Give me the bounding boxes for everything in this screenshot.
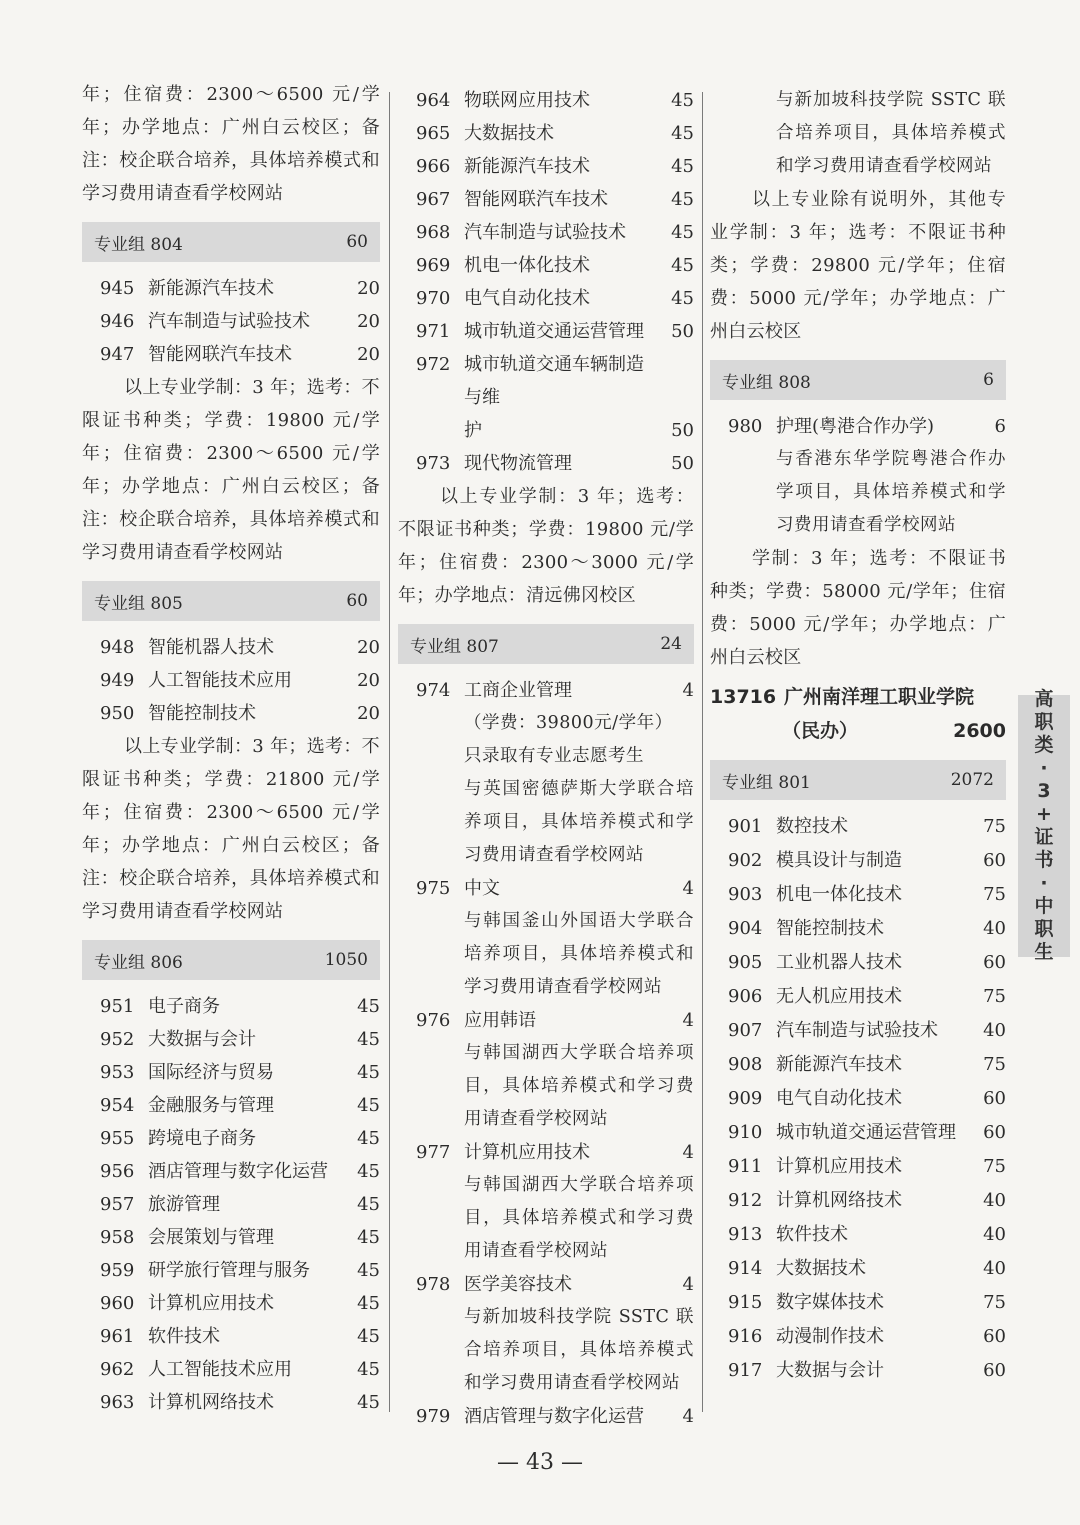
item-code: 916 bbox=[728, 1326, 763, 1347]
item-name: 中文 bbox=[464, 878, 500, 899]
item-code: 958 bbox=[100, 1227, 135, 1248]
item-name: 动漫制作技术 bbox=[776, 1326, 884, 1347]
item-name: 旅游管理 bbox=[148, 1194, 220, 1215]
item-code: 978 bbox=[416, 1274, 451, 1295]
list-item bbox=[398, 1268, 694, 1301]
item-count: 45 bbox=[357, 1194, 380, 1215]
group-header bbox=[710, 760, 1006, 800]
list-item bbox=[398, 1004, 694, 1037]
item-count: 75 bbox=[983, 986, 1006, 1007]
item-code: 903 bbox=[728, 884, 763, 905]
item-code: 955 bbox=[100, 1128, 135, 1149]
item-count: 60 bbox=[983, 1122, 1006, 1143]
item-code: 972 bbox=[416, 354, 451, 375]
item-count: 45 bbox=[357, 1392, 380, 1413]
group-count: 1050 bbox=[324, 950, 368, 970]
group-label: 专业组 801 bbox=[722, 772, 811, 793]
item-name: 智能网联汽车技术 bbox=[464, 189, 608, 210]
item-name: 电气自动化技术 bbox=[776, 1088, 902, 1109]
item-name: 人工智能技术应用 bbox=[148, 1359, 292, 1380]
side-tab-char: + bbox=[1036, 803, 1052, 825]
item-count: 45 bbox=[671, 123, 694, 144]
side-tab-char: 生 bbox=[1034, 941, 1054, 963]
item-name: 金融服务与管理 bbox=[148, 1095, 274, 1116]
item-name: 护 bbox=[464, 420, 482, 441]
group-label: 专业组 804 bbox=[94, 234, 183, 255]
group-count: 2072 bbox=[950, 770, 994, 790]
list-item bbox=[710, 410, 1006, 443]
side-tab-char: 职 bbox=[1034, 918, 1054, 940]
item-code: 964 bbox=[416, 90, 451, 111]
list-item bbox=[82, 1089, 380, 1122]
note-paragraph: 年；住宿费：2300～6500 元/学年；办学地点：广州白云校区；备注：校企联合培养，具体培养模式和学习费用请查看学校网站 bbox=[82, 84, 380, 204]
list-item bbox=[82, 272, 380, 305]
item-count: 4 bbox=[682, 1010, 694, 1031]
item-count: 60 bbox=[983, 952, 1006, 973]
item-count: 45 bbox=[671, 90, 694, 111]
list-item bbox=[710, 1014, 1006, 1048]
item-count: 20 bbox=[357, 637, 380, 658]
item-code: 905 bbox=[728, 952, 763, 973]
list-item bbox=[398, 348, 694, 414]
item-name: 城市轨道交通运营管理 bbox=[464, 321, 644, 342]
list-item bbox=[398, 249, 694, 282]
list-item bbox=[398, 117, 694, 150]
page-number: — 43 — bbox=[497, 1450, 583, 1475]
item-count: 45 bbox=[357, 1359, 380, 1380]
item-count: 40 bbox=[983, 1190, 1006, 1211]
column-divider-left bbox=[389, 92, 390, 1412]
item-name: 护理(粤港合作办学) bbox=[776, 416, 935, 437]
list-item bbox=[710, 878, 1006, 912]
item-code: 951 bbox=[100, 996, 135, 1017]
item-count: 45 bbox=[357, 1293, 380, 1314]
list-item bbox=[82, 1353, 380, 1386]
side-tab-char: 书 bbox=[1034, 849, 1054, 871]
group-header bbox=[398, 624, 694, 664]
item-code: 965 bbox=[416, 123, 451, 144]
item-name: 物联网应用技术 bbox=[464, 90, 590, 111]
item-code: 912 bbox=[728, 1190, 763, 1211]
list-item bbox=[82, 338, 380, 371]
item-code: 904 bbox=[728, 918, 763, 939]
item-code: 961 bbox=[100, 1326, 135, 1347]
item-count: 20 bbox=[357, 344, 380, 365]
list-item bbox=[398, 183, 694, 216]
group-count: 60 bbox=[346, 591, 368, 611]
list-item bbox=[398, 216, 694, 249]
list-item bbox=[398, 282, 694, 315]
item-note: 与英国密德萨斯大学联合培养项目，具体培养模式和学习费用请查看学校网站 bbox=[464, 779, 694, 865]
item-code: 913 bbox=[728, 1224, 763, 1245]
item-code: 976 bbox=[416, 1010, 451, 1031]
list-item bbox=[710, 844, 1006, 878]
item-count bbox=[654, 348, 694, 414]
item-name: 计算机应用技术 bbox=[464, 1142, 590, 1163]
item-count: 75 bbox=[983, 1054, 1006, 1075]
group-header bbox=[82, 940, 380, 980]
list-item bbox=[710, 1082, 1006, 1116]
item-code: 902 bbox=[728, 850, 763, 871]
list-item bbox=[710, 912, 1006, 946]
school-type: （民办） bbox=[782, 720, 859, 742]
item-count: 50 bbox=[671, 420, 694, 441]
school-header bbox=[710, 680, 1006, 748]
item-count: 60 bbox=[983, 1088, 1006, 1109]
list-item bbox=[398, 447, 694, 480]
list-item bbox=[82, 1221, 380, 1254]
side-tab-char: 证 bbox=[1034, 826, 1054, 848]
side-tab-char: 职 bbox=[1034, 711, 1054, 733]
item-name: 大数据技术 bbox=[464, 123, 554, 144]
item-code: 980 bbox=[728, 416, 763, 437]
list-item bbox=[82, 1254, 380, 1287]
note-paragraph: 以上专业学制：3 年；选考：不限证书种类；学费：19800 元/学年；住宿费：2300～3000 元/学年；办学地点：清远佛冈校区 bbox=[398, 486, 694, 606]
item-name: 新能源汽车技术 bbox=[776, 1054, 902, 1075]
item-name: 大数据与会计 bbox=[776, 1360, 884, 1381]
item-code: 979 bbox=[416, 1406, 451, 1427]
item-code: 948 bbox=[100, 637, 135, 658]
item-name: 应用韩语 bbox=[464, 1010, 536, 1031]
item-note: 与韩国釜山外国语大学联合培养项目，具体培养模式和学习费用请查看学校网站 bbox=[464, 911, 694, 997]
item-name: 大数据技术 bbox=[776, 1258, 866, 1279]
group-label: 专业组 808 bbox=[722, 372, 811, 393]
item-name: 工业机器人技术 bbox=[776, 952, 902, 973]
column-middle bbox=[398, 78, 694, 1433]
item-name: 新能源汽车技术 bbox=[148, 278, 274, 299]
list-item bbox=[710, 1320, 1006, 1354]
group-header bbox=[82, 581, 380, 621]
item-name: 汽车制造与试验技术 bbox=[148, 311, 310, 332]
item-count: 20 bbox=[357, 278, 380, 299]
item-note: （学费：39800元/学年） bbox=[464, 713, 673, 733]
item-name: 研学旅行管理与服务 bbox=[148, 1260, 310, 1281]
column-right bbox=[710, 78, 1006, 1388]
item-name: 城市轨道交通运营管理 bbox=[776, 1122, 956, 1143]
item-name: 数字媒体技术 bbox=[776, 1292, 884, 1313]
list-item bbox=[82, 1056, 380, 1089]
item-code: 967 bbox=[416, 189, 451, 210]
list-item bbox=[710, 1048, 1006, 1082]
list-item bbox=[710, 1286, 1006, 1320]
side-tab-char: 中 bbox=[1034, 895, 1054, 917]
school-line bbox=[710, 714, 1006, 748]
item-code: 945 bbox=[100, 278, 135, 299]
item-count: 45 bbox=[357, 1095, 380, 1116]
item-count: 40 bbox=[983, 1224, 1006, 1245]
item-name: 汽车制造与试验技术 bbox=[464, 222, 626, 243]
item-code: 963 bbox=[100, 1392, 135, 1413]
item-code: 953 bbox=[100, 1062, 135, 1083]
school-code: 13716 bbox=[710, 686, 777, 708]
item-code: 957 bbox=[100, 1194, 135, 1215]
item-note: 与韩国湖西大学联合培养项目，具体培养模式和学习费用请查看学校网站 bbox=[464, 1175, 694, 1261]
item-name: 医学美容技术 bbox=[464, 1274, 572, 1295]
item-count: 45 bbox=[357, 1062, 380, 1083]
school-name: 广州南洋理工职业学院 bbox=[784, 686, 975, 708]
item-code: 970 bbox=[416, 288, 451, 309]
group-header bbox=[82, 222, 380, 262]
list-item bbox=[82, 305, 380, 338]
group-header bbox=[710, 360, 1006, 400]
item-name: 机电一体化技术 bbox=[464, 255, 590, 276]
item-count: 45 bbox=[357, 1260, 380, 1281]
item-count: 45 bbox=[357, 996, 380, 1017]
item-name: 新能源汽车技术 bbox=[464, 156, 590, 177]
side-tab-char: · bbox=[1040, 872, 1048, 894]
note-paragraph: 以上专业学制：3 年；选考：不限证书种类；学费：19800 元/学年；住宿费：2300～6500 元/学年；办学地点：广州白云校区；备注：校企联合培养，具体培养模式和学习费用请查看学校网站 bbox=[82, 377, 380, 563]
list-item bbox=[82, 990, 380, 1023]
item-count: 50 bbox=[671, 453, 694, 474]
column-left bbox=[82, 78, 380, 1419]
item-code: 952 bbox=[100, 1029, 135, 1050]
list-item bbox=[710, 946, 1006, 980]
list-item bbox=[82, 1155, 380, 1188]
item-count: 6 bbox=[994, 416, 1006, 437]
item-code: 962 bbox=[100, 1359, 135, 1380]
item-name: 电气自动化技术 bbox=[464, 288, 590, 309]
item-name: 模具设计与制造 bbox=[776, 850, 902, 871]
item-name: 汽车制造与试验技术 bbox=[776, 1020, 938, 1041]
item-name: 酒店管理与数字化运营 bbox=[148, 1161, 328, 1182]
item-name: 酒店管理与数字化运营 bbox=[464, 1406, 644, 1427]
school-count: 2600 bbox=[953, 720, 1006, 742]
list-item bbox=[82, 697, 380, 730]
item-note: 与新加坡科技学院 SSTC 联合培养项目，具体培养模式和学习费用请查看学校网站 bbox=[464, 1307, 694, 1393]
item-code: 959 bbox=[100, 1260, 135, 1281]
item-count: 60 bbox=[983, 850, 1006, 871]
item-count: 4 bbox=[682, 1274, 694, 1295]
note-paragraph: 以上专业学制：3 年；选考：不限证书种类；学费：21800 元/学年；住宿费：2300～6500 元/学年；办学地点：广州白云校区；备注：校企联合培养，具体培养模式和学习费用请查看学校网站 bbox=[82, 736, 380, 922]
item-name: 智能控制技术 bbox=[148, 703, 256, 724]
item-name: 人工智能技术应用 bbox=[148, 670, 292, 691]
item-count: 45 bbox=[671, 156, 694, 177]
item-code: 917 bbox=[728, 1360, 763, 1381]
group-label: 专业组 806 bbox=[94, 952, 183, 973]
item-name: 机电一体化技术 bbox=[776, 884, 902, 905]
list-item bbox=[82, 1122, 380, 1155]
item-count: 4 bbox=[682, 1406, 694, 1427]
item-count: 4 bbox=[682, 878, 694, 899]
item-count: 20 bbox=[357, 703, 380, 724]
item-count: 4 bbox=[682, 680, 694, 701]
item-count: 20 bbox=[357, 670, 380, 691]
list-item bbox=[710, 1184, 1006, 1218]
item-count: 45 bbox=[357, 1326, 380, 1347]
item-count: 45 bbox=[671, 189, 694, 210]
item-code: 907 bbox=[728, 1020, 763, 1041]
item-count: 75 bbox=[983, 884, 1006, 905]
item-code: 950 bbox=[100, 703, 135, 724]
list-item bbox=[710, 1116, 1006, 1150]
item-count: 40 bbox=[983, 1258, 1006, 1279]
item-count: 45 bbox=[357, 1161, 380, 1182]
item-note: 与韩国湖西大学联合培养项目，具体培养模式和学习费用请查看学校网站 bbox=[464, 1043, 694, 1129]
item-code: 947 bbox=[100, 344, 135, 365]
item-name: 国际经济与贸易 bbox=[148, 1062, 274, 1083]
item-count: 50 bbox=[671, 321, 694, 342]
side-tab-char: · bbox=[1040, 757, 1048, 779]
item-code: 911 bbox=[728, 1156, 763, 1177]
item-count: 45 bbox=[357, 1128, 380, 1149]
list-item bbox=[398, 1136, 694, 1169]
item-count: 20 bbox=[357, 311, 380, 332]
item-count: 45 bbox=[671, 222, 694, 243]
item-count: 40 bbox=[983, 1020, 1006, 1041]
item-code: 975 bbox=[416, 878, 451, 899]
list-item bbox=[82, 1386, 380, 1419]
item-code: 908 bbox=[728, 1054, 763, 1075]
item-count: 45 bbox=[357, 1029, 380, 1050]
item-name: 软件技术 bbox=[776, 1224, 848, 1245]
item-count: 75 bbox=[983, 816, 1006, 837]
item-code: 901 bbox=[728, 816, 763, 837]
item-name: 大数据与会计 bbox=[148, 1029, 256, 1050]
item-code: 909 bbox=[728, 1088, 763, 1109]
list-item bbox=[710, 1150, 1006, 1184]
list-item bbox=[398, 674, 694, 707]
list-item bbox=[398, 84, 694, 117]
item-code: 969 bbox=[416, 255, 451, 276]
list-item bbox=[710, 1218, 1006, 1252]
item-count: 45 bbox=[357, 1227, 380, 1248]
item-note: 只录取有专业志愿考生 bbox=[464, 746, 644, 766]
list-item bbox=[710, 1354, 1006, 1388]
list-item bbox=[398, 414, 694, 447]
side-tab-char: 类 bbox=[1034, 734, 1054, 756]
item-code bbox=[398, 414, 464, 447]
list-item bbox=[82, 1287, 380, 1320]
group-count: 24 bbox=[660, 634, 682, 654]
item-code: 914 bbox=[728, 1258, 763, 1279]
item-name: 计算机应用技术 bbox=[776, 1156, 902, 1177]
column-divider-right bbox=[702, 92, 703, 1412]
item-code: 915 bbox=[728, 1292, 763, 1313]
list-item bbox=[82, 1023, 380, 1056]
list-item bbox=[398, 1400, 694, 1433]
list-item bbox=[710, 1252, 1006, 1286]
note-paragraph: 以上专业除有说明外，其他专业学制：3 年；选考：不限证书种类；学费：29800 元/学年；住宿费：5000 元/学年；办学地点：广州白云校区 bbox=[710, 189, 1006, 342]
item-name: 计算机网络技术 bbox=[148, 1392, 274, 1413]
side-category-tab bbox=[1018, 688, 1070, 963]
item-code: 974 bbox=[416, 680, 451, 701]
item-name: 会展策划与管理 bbox=[148, 1227, 274, 1248]
item-name: 智能网联汽车技术 bbox=[148, 344, 292, 365]
item-name: 工商企业管理 bbox=[464, 680, 572, 701]
list-item bbox=[398, 872, 694, 905]
item-code: 968 bbox=[416, 222, 451, 243]
item-name: 电子商务 bbox=[148, 996, 220, 1017]
item-code: 910 bbox=[728, 1122, 763, 1143]
item-count: 4 bbox=[682, 1142, 694, 1163]
side-tab-char: 3 bbox=[1037, 780, 1051, 802]
item-code: 954 bbox=[100, 1095, 135, 1116]
item-code: 977 bbox=[416, 1142, 451, 1163]
item-name: 现代物流管理 bbox=[464, 453, 572, 474]
item-name: 智能机器人技术 bbox=[148, 637, 274, 658]
item-code: 973 bbox=[416, 453, 451, 474]
item-count: 75 bbox=[983, 1156, 1006, 1177]
item-count: 60 bbox=[983, 1326, 1006, 1347]
item-count: 75 bbox=[983, 1292, 1006, 1313]
item-count: 40 bbox=[983, 918, 1006, 939]
list-item bbox=[82, 1320, 380, 1353]
note-paragraph: 学制：3 年；选考：不限证书种类；学费：58000 元/学年；住宿费：5000 元/学年；办学地点：广州白云校区 bbox=[710, 548, 1006, 668]
list-item bbox=[710, 810, 1006, 844]
item-name: 数控技术 bbox=[776, 816, 848, 837]
group-count: 60 bbox=[346, 232, 368, 252]
item-name: 无人机应用技术 bbox=[776, 986, 902, 1007]
item-note: 与新加坡科技学院 SSTC 联合培养项目，具体培养模式和学习费用请查看学校网站 bbox=[776, 90, 1006, 176]
item-code: 946 bbox=[100, 311, 135, 332]
item-name: 城市轨道交通车辆制造与维 bbox=[464, 354, 644, 408]
list-item bbox=[82, 1188, 380, 1221]
school-line bbox=[710, 680, 1006, 714]
item-code: 906 bbox=[728, 986, 763, 1007]
side-tab-char: 高 bbox=[1034, 688, 1054, 710]
item-code: 966 bbox=[416, 156, 451, 177]
item-count: 45 bbox=[671, 288, 694, 309]
item-name: 软件技术 bbox=[148, 1326, 220, 1347]
item-name: 计算机网络技术 bbox=[776, 1190, 902, 1211]
item-count: 60 bbox=[983, 1360, 1006, 1381]
item-code: 960 bbox=[100, 1293, 135, 1314]
group-label: 专业组 807 bbox=[410, 636, 499, 657]
item-code: 956 bbox=[100, 1161, 135, 1182]
item-code: 971 bbox=[416, 321, 451, 342]
item-name: 跨境电子商务 bbox=[148, 1128, 256, 1149]
item-name: 计算机应用技术 bbox=[148, 1293, 274, 1314]
list-item bbox=[82, 631, 380, 664]
list-item bbox=[710, 980, 1006, 1014]
list-item bbox=[398, 150, 694, 183]
item-count: 45 bbox=[671, 255, 694, 276]
item-note: 与香港东华学院粤港合作办学项目，具体培养模式和学习费用请查看学校网站 bbox=[776, 449, 1006, 535]
item-name: 智能控制技术 bbox=[776, 918, 884, 939]
group-label: 专业组 805 bbox=[94, 593, 183, 614]
item-code: 949 bbox=[100, 670, 135, 691]
group-count: 6 bbox=[983, 370, 994, 390]
list-item bbox=[398, 315, 694, 348]
list-item bbox=[82, 664, 380, 697]
